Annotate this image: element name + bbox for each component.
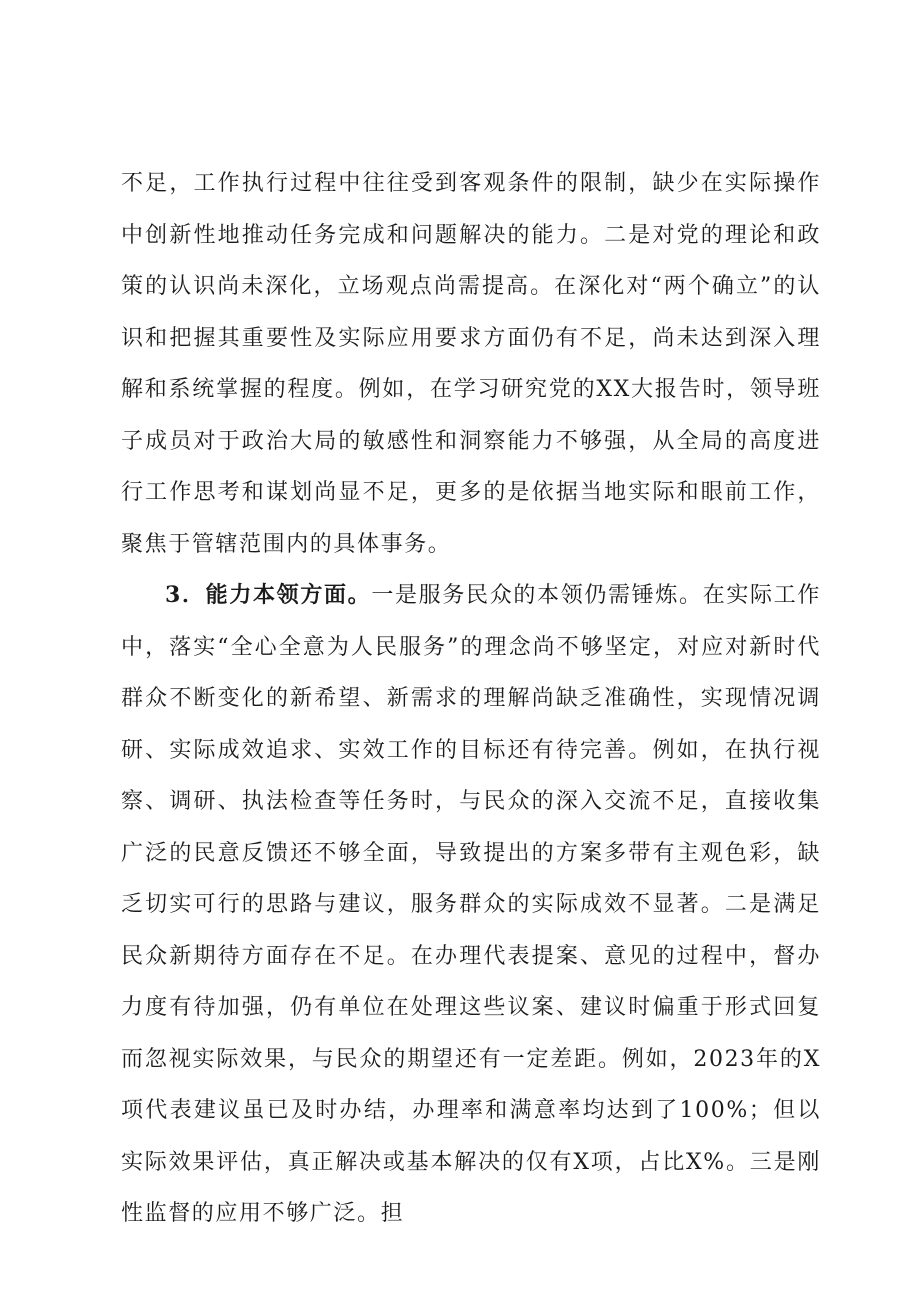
paragraph-text: 不足，工作执行过程中往往受到客观条件的限制，缺少在实际操作中创新性地推动任务完成和问题解决的能力。二是对党的理论和政策的认识尚未深化，立场观点尚需提高。在深化对“两个确立”的认识和把握其重要性及实际应用要求方面仍有不足，尚未达到深入理解和系统掌握的程度。例如，在学习研究党的XX大报告时，领导班子成员对于政治大局的敏感性和洞察能力不够强，从全局的高度进行工作思考和谋划尚显不足，更多的是依据当地实际和眼前工作，聚焦于管辖范围内的具体事务。	[121, 171, 821, 557]
paragraph-continuation	[121, 158, 821, 570]
document-body	[121, 158, 821, 1240]
section-heading: 3．能力本领方面。	[165, 582, 372, 608]
paragraph-text: 一是服务民众的本领仍需锤炼。在实际工作中，落实“全心全意为人民服务”的理念尚不够坚定，对应对新时代群众不断变化的新希望、新需求的理解尚缺乏准确性，实现情况调研、实际成效追求、实效工作的目标还有待完善。例如，在执行视察、调研、执法检查等任务时，与民众的深入交流不足，直接收集广泛的民意反馈还不够全面，导致提出的方案多带有主观色彩，缺乏切实可行的思路与建议，服务群众的实际成效不显著。二是满足民众新期待方面存在不足。在办理代表提案、意见的过程中，督办力度有待加强，仍有单位在处理这些议案、建议时偏重于形式回复而忽视实际效果，与民众的期望还有一定差距。例如，2023年的X项代表建议虽已及时办结，办理率和满意率均达到了100%；但以实际效果评估，真正解决或基本解决的仅有X项，占比X%。三是刚性监督的应用不够广泛。担	[121, 583, 821, 1226]
paragraph-ability-section	[121, 570, 821, 1240]
